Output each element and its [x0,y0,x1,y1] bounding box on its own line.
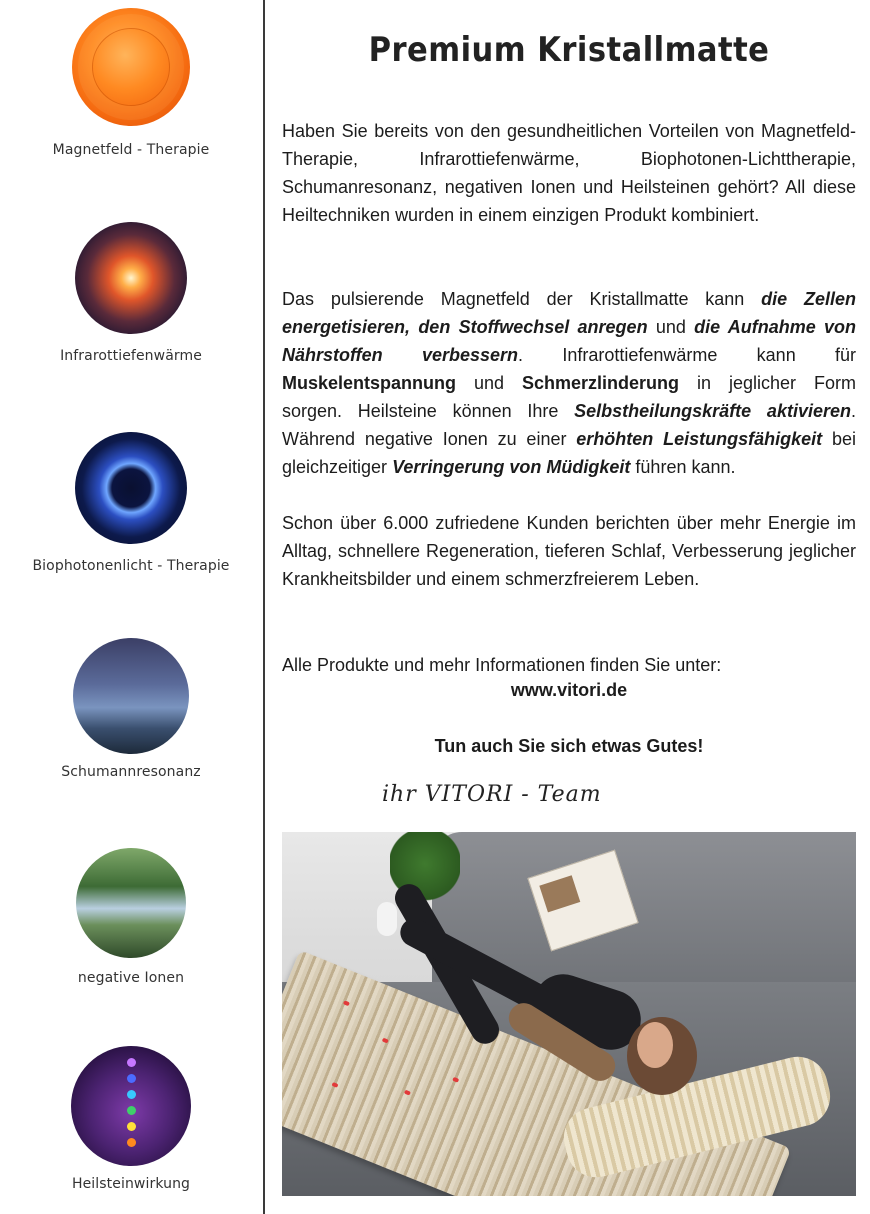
customers-paragraph: Schon über 6.000 zufriedene Kunden berichten über mehr Energie im Alltag, schnellere Regeneration, tieferen Schlaf, Verbesserung jeglicher Krankheitsbilder und einem schmerzfreierem Leben. [282,513,856,589]
therapy-label-heilstein: Heilsteinwirkung [71,1176,191,1192]
benefits-paragraph: Das pulsierende Magnetfeld der Kristallmatte kann die Zellen energetisieren, den Stoffwechsel anregen und die Aufnahme von Nährstoffen verbessern. Infrarottiefenwärme kann für Muskelentspannung und Schmerzlinderung in jeglicher Form sorgen. Heilsteine können Ihre Selbstheilungskräfte aktivieren. Während negative Ionen zu einer erhöhten Leistungsfähigkeit bei gleichzeitiger Verringerung von Müdigkeit führen kann. [282,289,856,477]
heilstein-image [71,1046,191,1166]
magnetfeld-image [72,8,190,126]
product-photo [282,832,856,1196]
therapy-label-magnetfeld: Magnetfeld - Therapie [52,142,210,158]
therapy-label-infrarot: Infrarottiefenwärme [60,348,202,364]
slogan: Tun auch Sie sich etwas Gutes! [434,736,704,756]
therapy-label-schumann: Schumannresonanz [61,764,201,780]
info-text: Alle Produkte und mehr Informationen finden Sie unter: [282,655,722,675]
therapy-ionen [0,848,262,986]
biophotonen-image [75,432,187,544]
schumann-image [73,638,189,754]
vertical-divider [263,0,265,1214]
page-title: Premium Kristallmatte [368,30,770,70]
therapy-magnetfeld [0,8,262,158]
website-link[interactable]: www.vitori.de [510,680,628,700]
therapy-biophotonen [0,432,262,574]
infrarot-image [75,222,187,334]
signature: ihr VITORI - Team [382,782,602,807]
ionen-image [76,848,186,958]
intro-paragraph: Haben Sie bereits von den gesundheitlichen Vorteilen von Magnetfeld-Therapie, Infrarottiefenwärme, Biophotonen-Lichttherapie, Schumanresonanz, negativen Ionen und Heilsteinen gehört? All diese Heiltechniken wurden in einem einzigen Produkt kombiniert. [282,121,856,225]
therapy-infrarot [0,222,262,364]
therapy-schumann [0,638,262,780]
therapy-sidebar [0,0,262,1214]
therapy-heilstein [0,1046,262,1192]
therapy-label-biophotonen: Biophotonenlicht - Therapie [32,558,230,574]
therapy-label-ionen: negative Ionen [77,970,185,986]
